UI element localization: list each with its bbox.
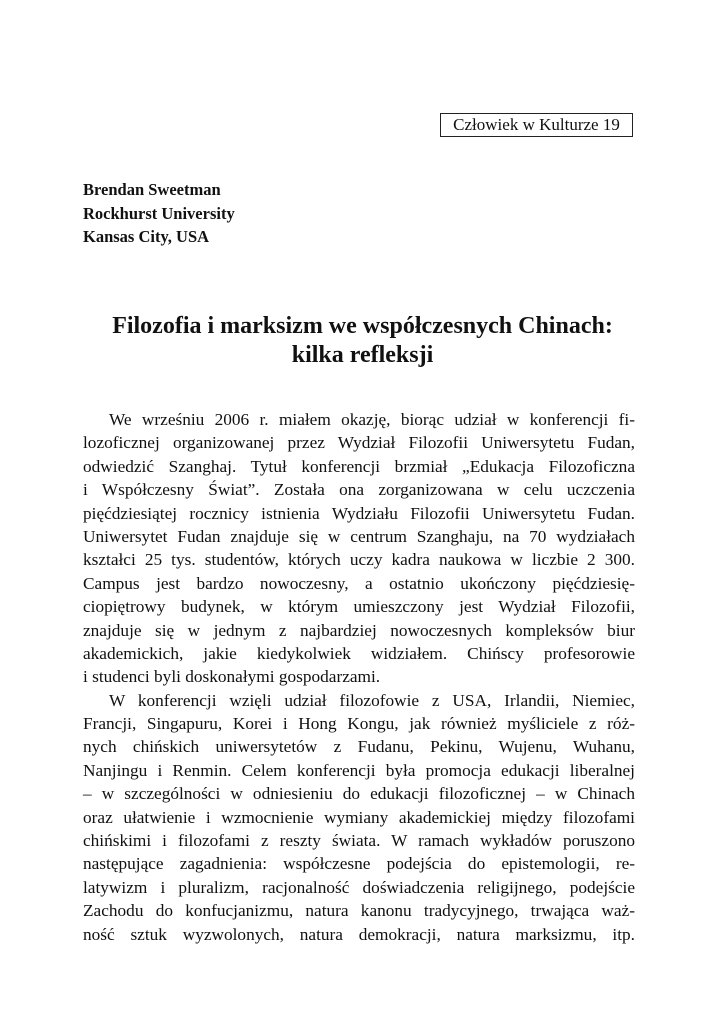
body-line: nych chińskich uniwersytetów z Fudanu, Pekinu, Wujenu, Wuhanu, — [83, 737, 635, 757]
body-line: Francji, Singapuru, Korei i Hong Kongu, jak również myśliciele z róż- — [83, 714, 635, 734]
body-line: kształci 25 tys. studentów, których uczy kadra naukowa w liczbie 2 300. — [83, 550, 635, 570]
article-title — [60, 312, 665, 370]
body-line: pięćdziesiątej rocznicy istnienia Wydziału Filozofii Uniwersytetu Fudan. — [83, 503, 635, 523]
author-block — [83, 178, 235, 249]
body-line: akademickich, jakie kiedykolwiek widziałem. Chińscy profesorowie — [83, 643, 635, 663]
body-line: Nanjingu i Renmin. Celem konferencji była promocja edukacji liberalnej — [83, 760, 635, 780]
body-line: znajduje się w jednym z najbardziej nowoczesnych kompleksów biur — [83, 620, 635, 640]
body-line: We wrześniu 2006 r. miałem okazję, biorąc udział w konferencji fi- — [109, 410, 635, 429]
body-line: lozoficznej organizowanej przez Wydział Filozofii Uniwersytetu Fudan, — [83, 433, 635, 453]
article-body — [83, 408, 635, 946]
title-line-2: kilka refleksji — [291, 342, 434, 368]
series-label: Człowiek w Kulturze 19 — [440, 113, 633, 137]
body-line: latywizm i pluralizm, racjonalność doświadczenia religijnego, podejście — [83, 877, 635, 897]
body-line: Uniwersytet Fudan znajduje się w centrum Szanghaju, na 70 wydziałach — [83, 526, 635, 546]
body-line: – w szczególności w odniesieniu do edukacji filozoficznej – w Chinach — [83, 784, 635, 804]
body-line: chińskimi i filozofami z reszty świata. W ramach wykładów poruszono — [83, 831, 635, 851]
body-line: następujące zagadnienia: współczesne podejścia do epistemologii, re- — [83, 854, 635, 874]
body-line: W konferencji wzięli udział filozofowie z USA, Irlandii, Niemiec, — [109, 690, 635, 710]
title-line-1: Filozofia i marksizm we współczesnych Chinach: — [112, 313, 613, 339]
body-line: Campus jest bardzo nowoczesny, a ostatnio ukończony pięćdziesię- — [83, 573, 635, 593]
body-line: oraz ułatwienie i wzmocnienie wymiany akademickiej między filozofami — [83, 807, 635, 827]
body-line: ność sztuk wyzwolonych, natura demokracji, natura marksizmu, itp. — [83, 924, 635, 944]
author-location: Kansas City, USA — [83, 227, 210, 246]
body-line: i Współczesny Świat”. Została ona zorganizowana w celu uczczenia — [83, 480, 635, 500]
body-line: ciopiętrowy budynek, w którym umieszczony jest Wydział Filozofii, — [83, 597, 635, 617]
body-line: i studenci byli doskonałymi gospodarzami. — [83, 667, 381, 687]
author-name: Brendan Sweetman — [83, 180, 221, 199]
body-line: odwiedzić Szanghaj. Tytuł konferencji brzmiał „Edukacja Filozoficzna — [83, 456, 635, 476]
author-affiliation: Rockhurst University — [83, 203, 235, 223]
body-line: Zachodu do konfucjanizmu, natura kanonu tradycyjnego, trwająca waż- — [83, 901, 635, 921]
